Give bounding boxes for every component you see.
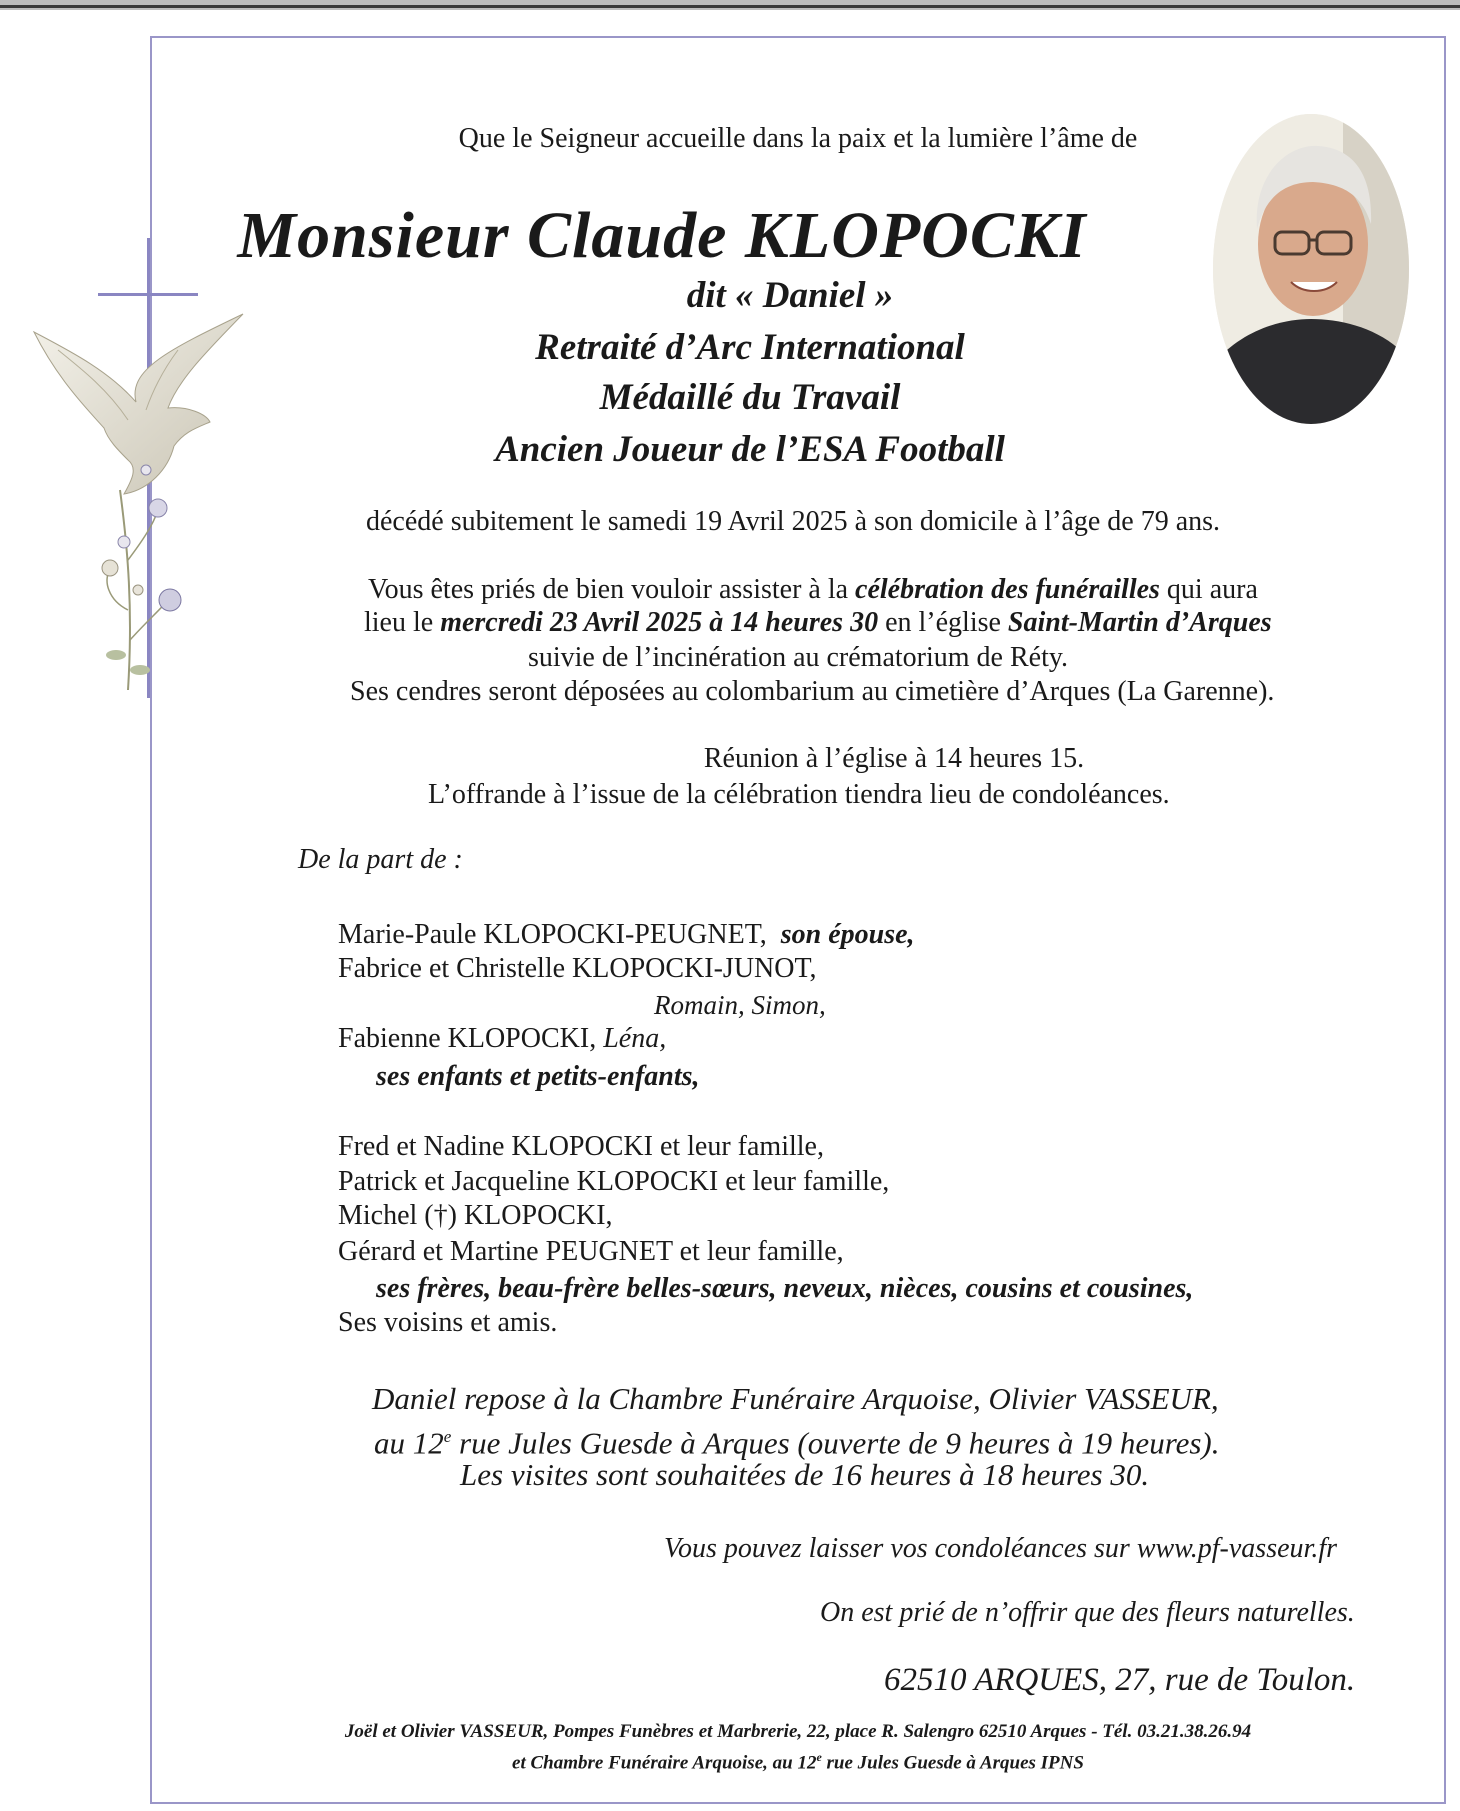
cross-bar: [98, 293, 198, 296]
ceremony-church: Saint-Martin d’Arques: [1007, 607, 1272, 638]
family-line-3: Romain, Simon,: [654, 990, 826, 1020]
flowers-line: On est prié de n’offrir que des fleurs naturelles.: [820, 1597, 1355, 1628]
ceremony-line-3: suivie de l’incinération au crématorium de Réty.: [527, 642, 1069, 673]
ceremony-text: lieu le: [364, 607, 441, 638]
family-relation: son épouse,: [780, 919, 915, 950]
offering-line: L’offrande à l’issue de la célébration tiendra lieu de condoléances.: [428, 779, 1170, 810]
nickname: dit « Daniel »: [686, 275, 894, 316]
title-line-3: Ancien Joueur de l’ESA Football: [495, 429, 1005, 470]
ceremony-line-4: Ses cendres seront déposées au colombarium au cimetière d’Arques (La Garenne).: [350, 676, 1275, 707]
family-line-6: Fred et Nadine KLOPOCKI et leur famille,: [338, 1131, 824, 1162]
condolences-line: Vous pouvez laisser vos condoléances sur www.pf-vasseur.fr: [664, 1533, 1337, 1564]
footer-text: et Chambre Funéraire Arquoise, au 12: [512, 1752, 817, 1774]
family-line-8: Michel (†) KLOPOCKI,: [338, 1200, 613, 1231]
footer-text: rue Jules Guesde à Arques IPNS: [821, 1752, 1084, 1774]
family-line-4: [338, 1022, 666, 1056]
ceremony-line-2: [364, 606, 1272, 640]
title-line-2: Médaillé du Travail: [599, 377, 901, 418]
family-intro: De la part de :: [298, 844, 463, 875]
visit-text: rue Jules Guesde à Arques (ouverte de 9 heures à 19 heures).: [451, 1425, 1220, 1461]
visit-line-3: Les visites sont souhaitées de 16 heures à 18 heures 30.: [460, 1457, 1150, 1492]
meeting-line: Réunion à l’église à 14 heures 15.: [703, 743, 1085, 774]
family-grandchild: Léna,: [603, 1023, 667, 1054]
family-line-11: Ses voisins et amis.: [338, 1307, 558, 1338]
family-text: Fabienne KLOPOCKI,: [338, 1023, 604, 1054]
family-text: Marie-Paule KLOPOCKI-PEUGNET,: [338, 919, 767, 950]
death-notice: décédé subitement le samedi 19 Avril 2025 à son domicile à l’âge de 79 ans.: [366, 506, 1221, 537]
footer-line-2: [150, 1744, 1446, 1776]
footer-superscript: e: [816, 1750, 822, 1764]
visit-line-1: Daniel repose à la Chambre Funéraire Arquoise, Olivier VASSEUR,: [372, 1381, 1219, 1416]
ceremony-text: en l’église: [878, 607, 1008, 638]
visit-superscript: e: [443, 1427, 452, 1446]
intro-line: Que le Seigneur accueille dans la paix et la lumière l’âme de: [458, 123, 1138, 154]
deceased-name: Monsieur Claude KLOPOCKI: [237, 199, 1087, 272]
scan-top-edge-line: [0, 5, 1460, 8]
address-line: 62510 ARQUES, 27, rue de Toulon.: [884, 1662, 1356, 1698]
ceremony-emphasis: célébration des funérailles: [855, 574, 1160, 605]
ceremony-line-1: [368, 573, 1258, 607]
family-line-9: Gérard et Martine PEUGNET et leur famille,: [338, 1236, 844, 1267]
footer-line-1: Joël et Olivier VASSEUR, Pompes Funèbres et Marbrerie, 22, place R. Salengro 62510 Arques - Tél. 03.21.38.26.94: [344, 1721, 1252, 1742]
ceremony-text: Vous êtes priés de bien vouloir assister à la: [368, 574, 856, 605]
family-line-10: ses frères, beau-frère belles-sœurs, neveux, nièces, cousins et cousines,: [376, 1273, 1194, 1304]
family-line-5: ses enfants et petits-enfants,: [376, 1061, 700, 1092]
title-line-1: Retraité d’Arc International: [535, 327, 965, 368]
family-line-1: [338, 918, 915, 952]
ceremony-text: qui aura: [1159, 574, 1258, 605]
family-line-2: Fabrice et Christelle KLOPOCKI-JUNOT,: [338, 953, 817, 984]
family-line-7: Patrick et Jacqueline KLOPOCKI et leur famille,: [338, 1166, 890, 1197]
visit-text: au 12: [374, 1425, 444, 1461]
ceremony-date: mercredi 23 Avril 2025 à 14 heures 30: [440, 607, 879, 638]
